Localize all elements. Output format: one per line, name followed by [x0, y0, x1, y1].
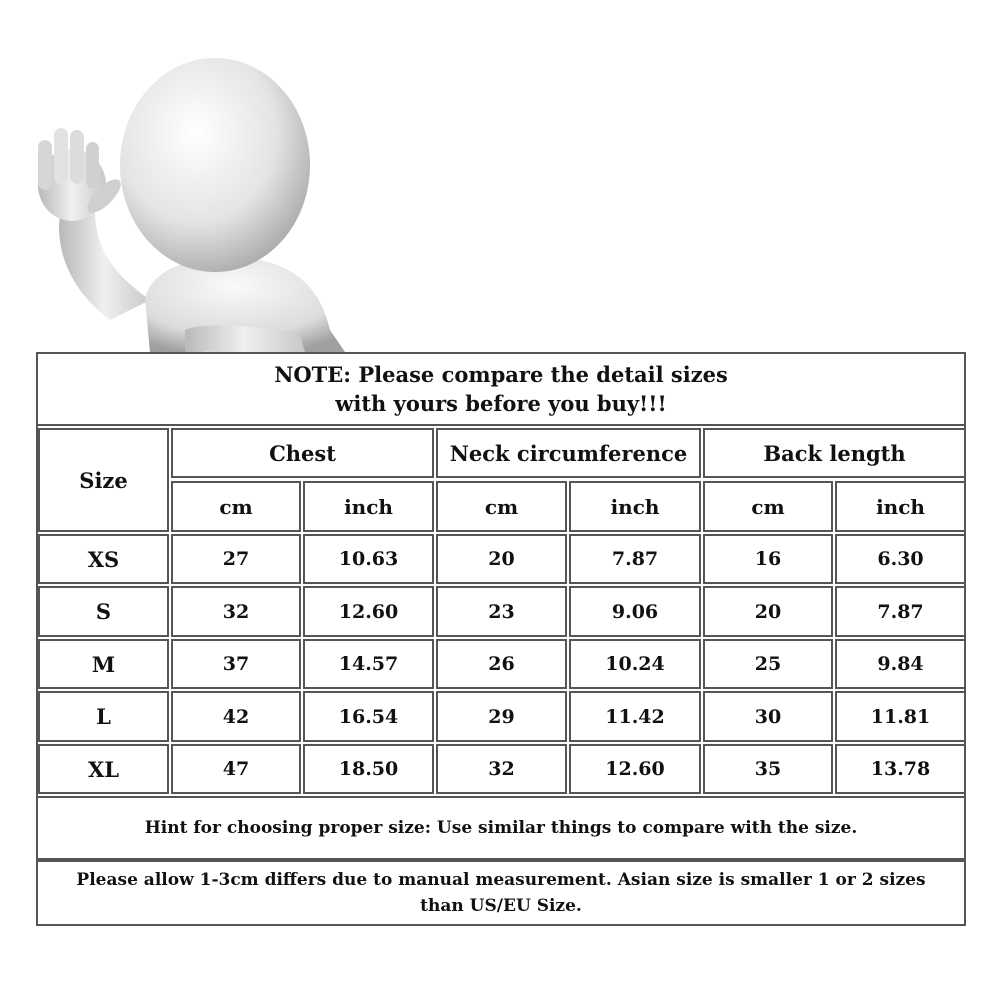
table-cell: 7.87	[835, 586, 966, 637]
back-cm-header: cm	[703, 481, 833, 532]
table-cell: 35	[703, 744, 833, 794]
table-cell: 11.42	[569, 691, 701, 742]
table-cell: 9.84	[835, 639, 966, 689]
size-label-m: M	[38, 639, 169, 689]
table-cell: 6.30	[835, 534, 966, 584]
size-chart-table	[36, 426, 966, 796]
back-inch-header: inch	[835, 481, 966, 532]
table-cell: 23	[436, 586, 567, 637]
neck-circumference-header: Neck circumference	[436, 428, 701, 478]
table-cell: 47	[171, 744, 301, 794]
table-cell: 18.50	[303, 744, 434, 794]
table-cell: 37	[171, 639, 301, 689]
table-cell: 14.57	[303, 639, 434, 689]
table-cell: 12.60	[569, 744, 701, 794]
table-cell: 25	[703, 639, 833, 689]
neck-cm-header: cm	[436, 481, 567, 532]
chest-header: Chest	[171, 428, 434, 478]
table-cell: 9.06	[569, 586, 701, 637]
table-cell: 42	[171, 691, 301, 742]
table-cell: 32	[436, 744, 567, 794]
note-line-1: NOTE: Please compare the detail sizes	[274, 362, 728, 387]
table-cell: 20	[703, 586, 833, 637]
table-cell: 7.87	[569, 534, 701, 584]
back-length-header: Back length	[703, 428, 966, 478]
table-cell: 27	[171, 534, 301, 584]
table-cell: 16.54	[303, 691, 434, 742]
chest-cm-header: cm	[171, 481, 301, 532]
size-label-xl: XL	[38, 744, 169, 794]
size-label-s: S	[38, 586, 169, 637]
note-line-2: with yours before you buy!!!	[335, 391, 667, 416]
hand-icon	[38, 128, 126, 221]
size-label-l: L	[38, 691, 169, 742]
size-label-xs: XS	[38, 534, 169, 584]
table-cell: 32	[171, 586, 301, 637]
table-cell: 16	[703, 534, 833, 584]
table-cell: 12.60	[303, 586, 434, 637]
size-hint: Hint for choosing proper size: Use similar things to compare with the size.	[36, 796, 966, 860]
measurement-allowance-note: Please allow 1-3cm differs due to manual measurement. Asian size is smaller 1 or 2 sizes than US/EU Size.	[36, 860, 966, 926]
table-cell: 10.24	[569, 639, 701, 689]
note-banner	[36, 352, 966, 426]
table-cell: 29	[436, 691, 567, 742]
table-cell: 10.63	[303, 534, 434, 584]
neck-inch-header: inch	[569, 481, 701, 532]
chest-inch-header: inch	[303, 481, 434, 532]
table-cell: 26	[436, 639, 567, 689]
table-cell: 20	[436, 534, 567, 584]
table-cell: 13.78	[835, 744, 966, 794]
size-column-header: Size	[38, 428, 169, 532]
table-cell: 11.81	[835, 691, 966, 742]
table-cell: 30	[703, 691, 833, 742]
